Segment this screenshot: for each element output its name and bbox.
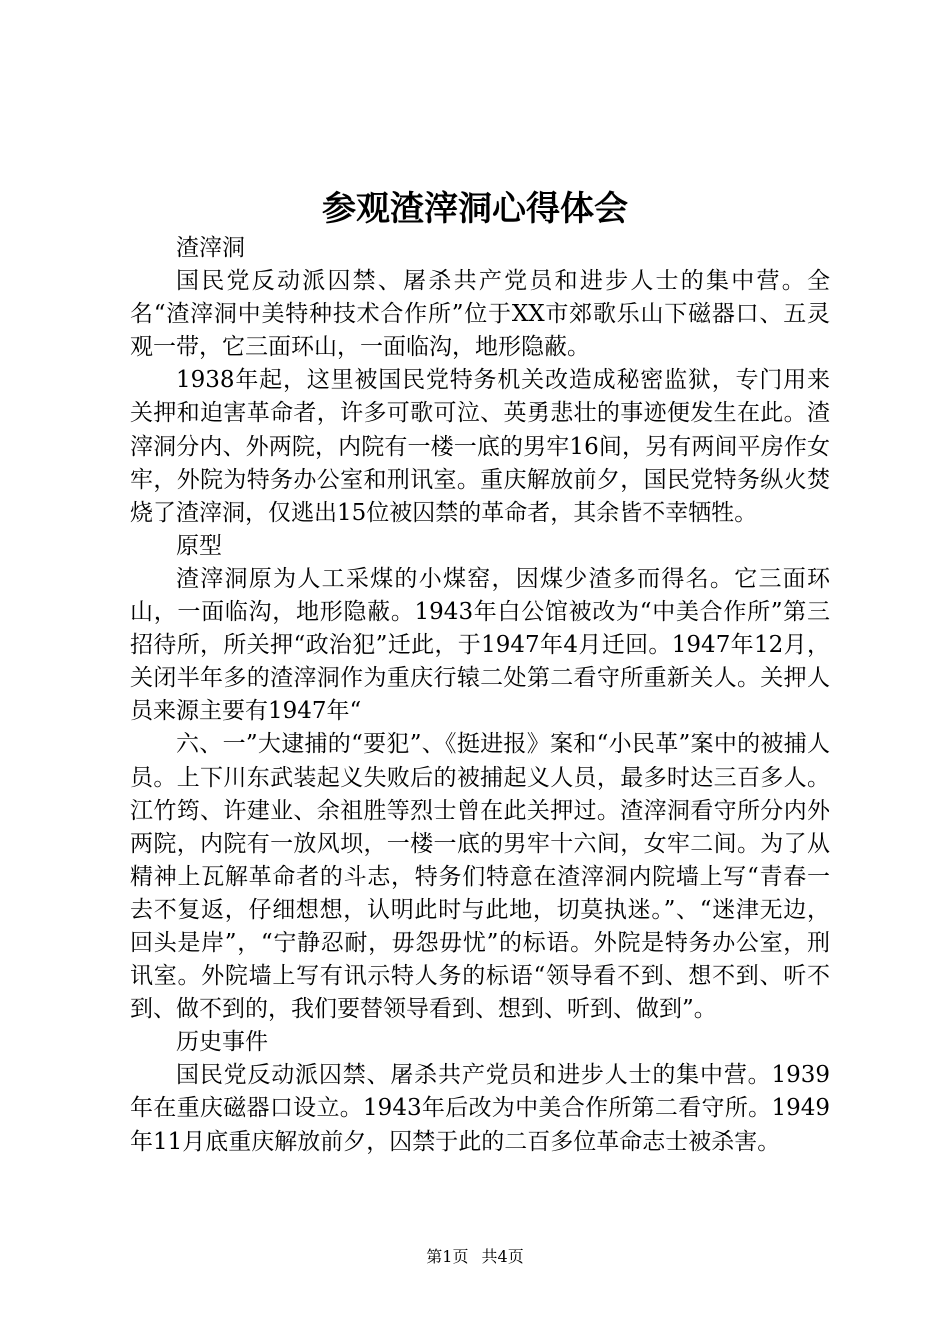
page-total: 共4页 [481,1247,524,1266]
section-history [130,1026,830,1158]
section-heading: 原型 [176,532,222,559]
section-heading: 渣滓洞 [176,235,245,261]
section-prototype [130,530,830,1026]
document-title: 参观渣滓洞心得体会 [322,189,628,229]
paragraph: 1938年起，这里被国民党特务机关改造成秘密监狱，专门用来关押和迫害革命者，许多可歌可泣、英勇悲壮的事迹便发生在此。渣滓洞分内、外两院，内院有一楼一底的男牢16间，另有两间平房作女牢，外院为特务办公室和刑讯室。重庆解放前夕，国民党特务纵火焚烧了渣滓洞，仅逃出15位被囚禁的革命者，其余皆不幸牺牲。 [130,367,830,526]
paragraph: 国民党反动派囚禁、屠杀共产党员和进步人士的集中营。全名“渣滓洞中美特种技术合作所”位于XX市郊歌乐山下磁器口、五灵观一带，它三面环山，一面临沟，地形隐蔽。 [130,268,830,361]
page-footer [0,1247,950,1267]
paragraph: 六、一”大逮捕的“要犯”、《挺进报》案和“小民革”案中的被捕人员。上下川东武装起义失败后的被捕起义人员，最多时达三百多人。江竹筠、许建业、余祖胜等烈士曾在此关押过。渣滓洞看守所分内外两院，内院有一放风坝，一楼一底的男牢十六间，女牢二间。为了从精神上瓦解革命者的斗志，特务们特意在渣滓洞内院墙上写“青春一去不复返，仔细想想，认明此时与此地，切莫执迷。”、“迷津无边，回头是岸”，“宁静忍耐，毋怨毋忧”的标语。外院是特务办公室，刑讯室。外院墙上写有讯示特人务的标语“领导看不到、想不到、听不到、做不到的，我们要替领导看到、想到、听到、做到”。 [130,731,830,1023]
page-number: 第1页 [426,1247,469,1266]
paragraph: 国民党反动派囚禁、屠杀共产党员和进步人士的集中营。1939年在重庆磁器口设立。1943年后改为中美合作所第二看守所。1949年11月底重庆解放前夕，囚禁于此的二百多位革命志士被杀害。 [130,1062,830,1155]
paragraph: 渣滓洞原为人工采煤的小煤窑，因煤少渣多而得名。它三面环山，一面临沟，地形隐蔽。1943年白公馆被改为“中美合作所”第三招待所，所关押“政治犯”迁此，于1947年4月迁回。1947年12月，关闭半年多的渣滓洞作为重庆行辕二处第二看守所重新关人。关押人员来源主要有1947年“ [130,565,830,725]
section-zhazidong [130,232,830,530]
section-heading: 历史事件 [176,1029,268,1056]
document-body [130,232,830,1159]
